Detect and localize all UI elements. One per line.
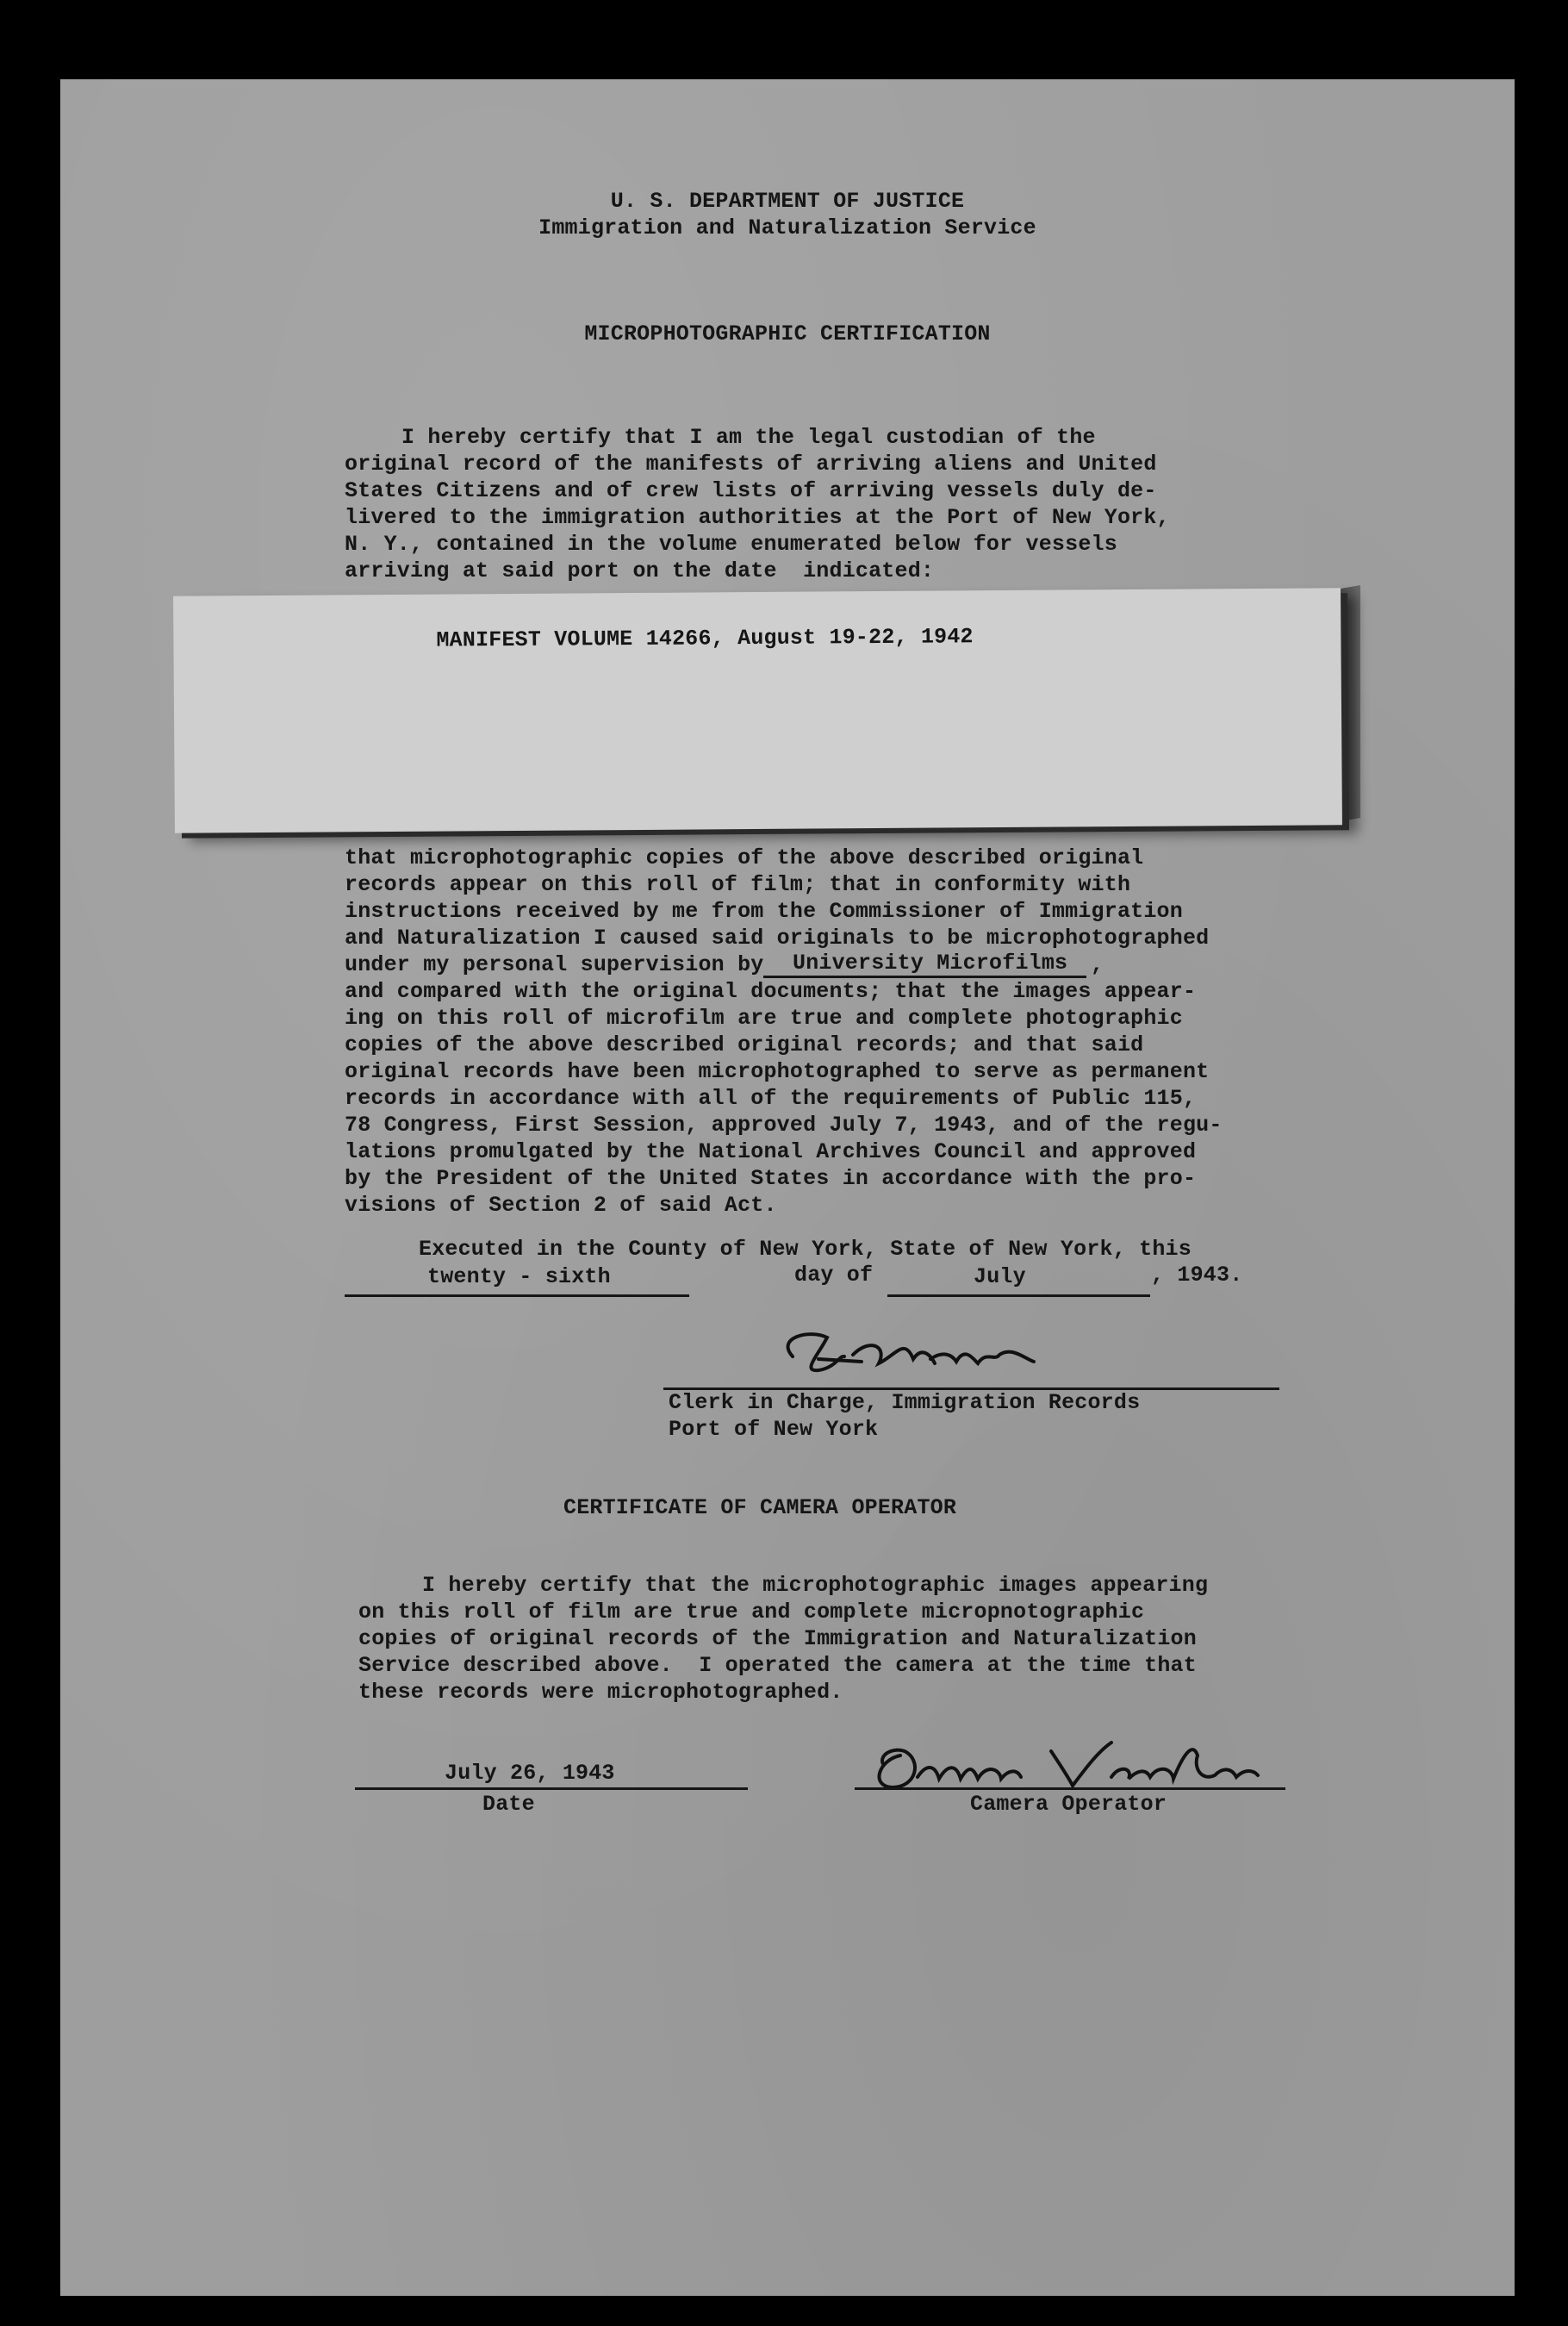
camera-cert-line: copies of original records of the Immigration and Naturalization <box>358 1626 1197 1651</box>
executed-day-label: day of <box>794 1263 874 1288</box>
day-underline <box>345 1294 689 1297</box>
intro-line: original record of the manifests of arriving aliens and United <box>345 452 1157 477</box>
executed-month: July <box>974 1264 1026 1289</box>
body-line: instructions received by me from the Commissioner of Immigration <box>345 899 1183 924</box>
volume-strip <box>173 588 1342 832</box>
body-line: and Naturalization I caused said originals to be microphotographed <box>345 926 1210 951</box>
body-line: by the President of the United States in accordance with the pro- <box>345 1166 1197 1191</box>
body-line: records in accordance with all of the requirements of Public 115, <box>345 1086 1197 1111</box>
body-line: original records have been microphotographed to serve as permanent <box>345 1059 1210 1084</box>
body-line: and compared with the original documents; that the images appear- <box>345 979 1197 1004</box>
body-line: 78 Congress, First Session, approved July 7, 1943, and of the regu- <box>345 1113 1223 1138</box>
body-line: records appear on this roll of film; that in conformity with <box>345 872 1131 897</box>
clerk-signature <box>758 1320 1154 1389</box>
clerk-port: Port of New York <box>669 1417 879 1442</box>
date-label: Date <box>482 1792 535 1817</box>
certificate-page <box>60 79 1515 2296</box>
body-line: visions of Section 2 of said Act. <box>345 1193 777 1218</box>
intro-line: livered to the immigration authorities at the Port of New York, <box>345 505 1170 530</box>
date-underline <box>355 1787 748 1790</box>
camera-cert-title: CERTIFICATE OF CAMERA OPERATOR <box>563 1495 957 1520</box>
executed-year: , 1943. <box>1151 1263 1243 1288</box>
supervisor-name: University Microfilms <box>793 951 1068 976</box>
intro-line: N. Y., contained in the volume enumerated below for vessels <box>345 532 1117 557</box>
camera-cert-line: Service described above. I operated the camera at the time that <box>358 1653 1197 1678</box>
body-line: ing on this roll of microfilm are true and complete photographic <box>345 1006 1183 1031</box>
operator-signature-line <box>855 1787 1285 1790</box>
service-heading: Immigration and Naturalization Service <box>538 215 1036 240</box>
body-line: copies of the above described original records; and that said <box>345 1032 1144 1057</box>
body-line: that microphotographic copies of the above described original <box>345 845 1144 870</box>
supervisor-comma: , <box>1091 952 1104 977</box>
body-line: lations promulgated by the National Archives Council and approved <box>345 1139 1197 1164</box>
intro-line: arriving at said port on the date indicated: <box>345 558 935 583</box>
camera-cert-line: these records were microphotographed. <box>358 1680 843 1705</box>
camera-cert-line: I hereby certify that the microphotographic images appearing <box>422 1573 1209 1598</box>
executed-day: twenty - sixth <box>427 1264 611 1289</box>
camera-cert-line: on this roll of film are true and complete micropnotographic <box>358 1600 1145 1624</box>
operator-label: Camera Operator <box>970 1792 1167 1817</box>
month-underline <box>887 1294 1150 1297</box>
executed-line: Executed in the County of New York, State of New York, this <box>419 1237 1192 1262</box>
body-line: under my personal supervision by <box>345 952 764 977</box>
certification-title: MICROPHOTOGRAPHIC CERTIFICATION <box>584 321 991 346</box>
manifest-volume: MANIFEST VOLUME 14266, August 19-22, 1942 <box>436 624 974 653</box>
operator-signature <box>853 1717 1301 1803</box>
intro-line: I hereby certify that I am the legal custodian of the <box>401 425 1096 450</box>
operator-date: July 26, 1943 <box>445 1761 615 1786</box>
agency-heading: U. S. DEPARTMENT OF JUSTICE <box>610 189 965 214</box>
clerk-title: Clerk in Charge, Immigration Records <box>669 1390 1141 1415</box>
intro-line: States Citizens and of crew lists of arriving vessels duly de- <box>345 478 1157 503</box>
